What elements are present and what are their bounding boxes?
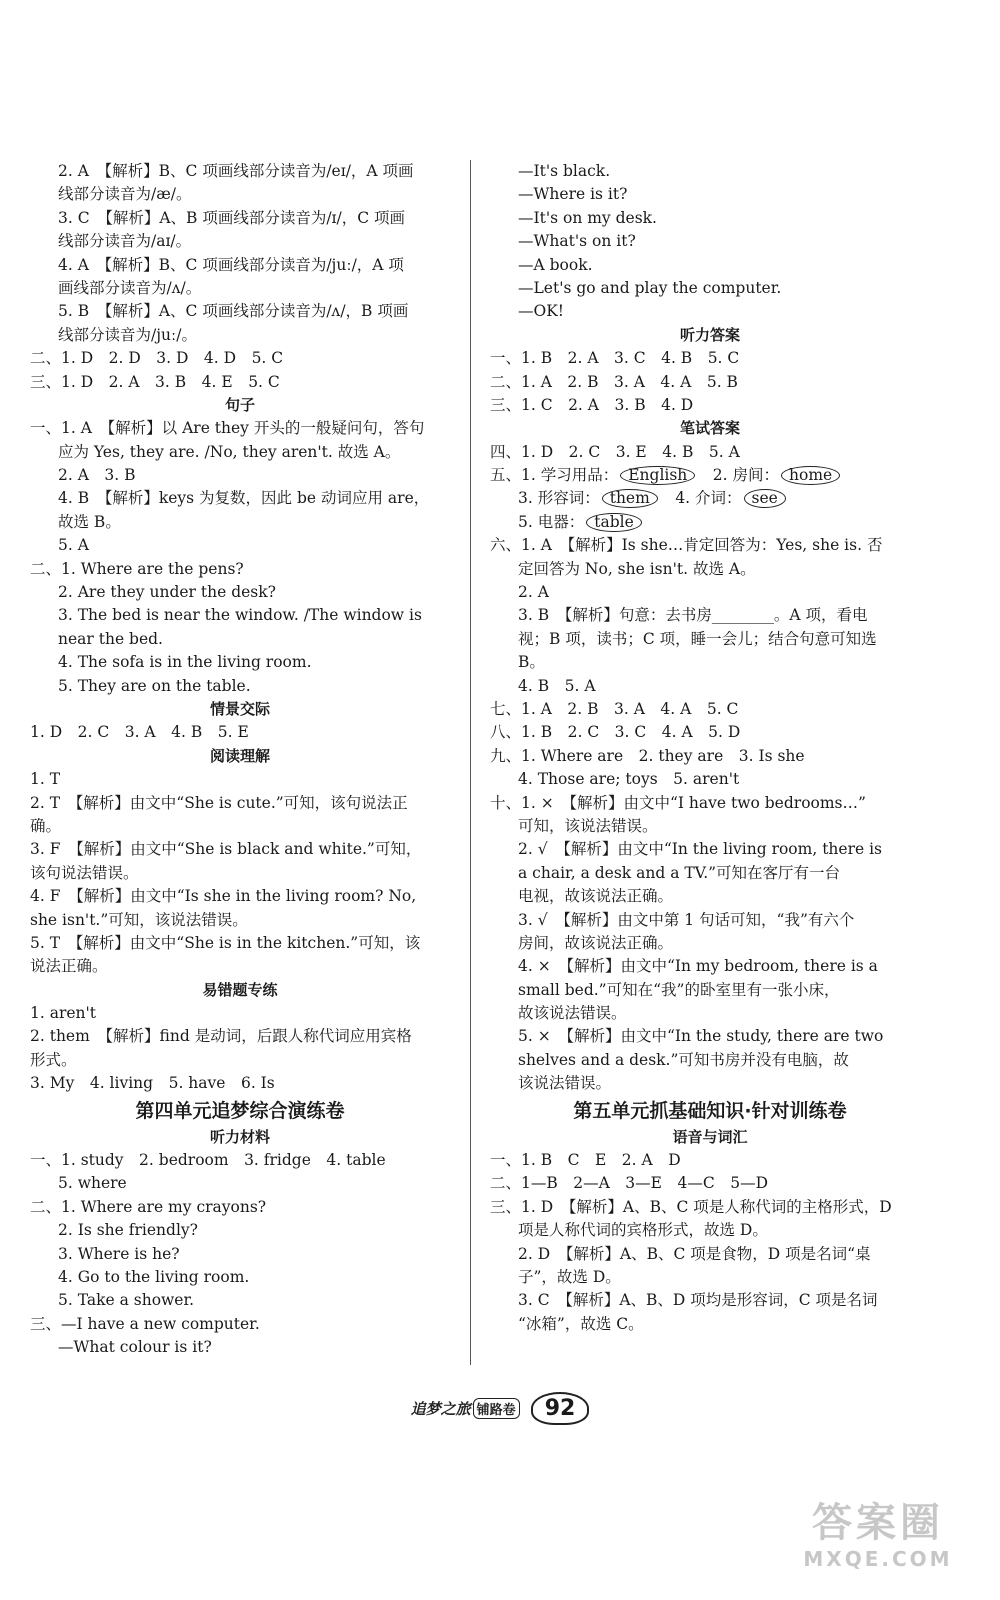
- text-line: 子”，故选 D。: [518, 1267, 621, 1286]
- text-line: 三、1. D 2. A 3. B 4. E 5. C: [30, 372, 280, 391]
- section-heading: 情景交际: [209, 699, 270, 718]
- text-line: 4. Go to the living room.: [58, 1267, 250, 1286]
- circled-word: home: [781, 466, 840, 485]
- text-line: small bed.”可知在“我”的卧室里有一张小床，: [518, 980, 840, 999]
- text-line: —Let's go and play the computer.: [518, 278, 782, 297]
- text-line: 定回答为 No, she isn't. 故选 A。: [518, 559, 756, 578]
- left-column: [30, 160, 450, 1360]
- text-line: 确。: [30, 816, 62, 835]
- text-line: 三、1. D 【解析】A、B、C 项是人称代词的主格形式，D: [490, 1197, 892, 1216]
- text-line: 一、1. B 2. A 3. C 4. B 5. C: [490, 349, 740, 368]
- line-segment: 3. 形容词：: [518, 489, 600, 508]
- line-segment: 五、1. 学习用品：: [490, 466, 619, 485]
- section-heading: 阅读理解: [209, 746, 270, 765]
- text-line: 4. Those are; toys 5. aren't: [518, 770, 740, 789]
- section-title: 第五单元抓基础知识·针对训练卷: [573, 1099, 847, 1122]
- text-line: 4. The sofa is in the living room.: [58, 653, 312, 672]
- text-line: 画线部分读音为/ʌ/。: [58, 278, 202, 297]
- text-line: 二、1—B 2—A 3—E 4—C 5—D: [490, 1174, 768, 1193]
- text-line: 3. B 【解析】句意：去书房________。A 项，看电: [518, 606, 868, 625]
- text-line: 2. Is she friendly?: [58, 1221, 198, 1240]
- text-line: [490, 464, 930, 487]
- text-line: 5. A: [58, 536, 89, 555]
- text-line: 二、1. Where are my crayons?: [30, 1197, 267, 1216]
- text-line: 线部分读音为/æ/。: [58, 185, 192, 204]
- text-line: 2. them 【解析】find 是动词，后跟人称代词应用宾格: [30, 1027, 412, 1046]
- text-line: 3. F 【解析】由文中“She is black and white.”可知，: [30, 840, 422, 859]
- page-footer: [0, 1392, 1000, 1425]
- text-line: 十、1. × 【解析】由文中“I have two bedrooms…”: [490, 793, 866, 812]
- text-line: 4. F 【解析】由文中“Is she in the living room? No,: [30, 887, 417, 906]
- text-line: —It's black.: [518, 162, 611, 180]
- text-line: 5. where: [58, 1174, 127, 1193]
- text-line: 该句说法错误。: [30, 863, 139, 882]
- text-line: 一、1. A 【解析】以 Are they 开头的一般疑问句，答句: [30, 419, 425, 438]
- text-line: 2. A 3. B: [58, 466, 136, 485]
- text-line: she isn't.”可知，该说法错误。: [30, 910, 248, 929]
- text-line: 八、1. B 2. C 3. C 4. A 5. D: [490, 723, 741, 742]
- text-line: 线部分读音为/juː/。: [58, 325, 197, 344]
- text-line: 故该说法错误。: [518, 1004, 627, 1023]
- text-line: 一、1. B C E 2. A D: [490, 1151, 681, 1170]
- section-heading: 句子: [224, 395, 255, 414]
- text-line: —It's on my desk.: [518, 208, 657, 227]
- text-line: B。: [518, 653, 545, 672]
- text-line: 视；B 项，读书；C 项，睡一会儿；结合句意可知选: [518, 629, 877, 648]
- text-line: 可知，该说法错误。: [518, 816, 658, 835]
- page-number: 92: [531, 1392, 590, 1425]
- text-line: 1. T: [30, 770, 61, 789]
- text-line: a chair, a desk and a TV.”可知在客厅有一台: [518, 863, 841, 882]
- text-line: 应为 Yes, they are. /No, they aren't. 故选 A。: [58, 442, 401, 461]
- brand-logo-box: 铺路卷: [473, 1398, 520, 1419]
- text-line: 2. A: [518, 583, 549, 602]
- text-line: 4. B 【解析】keys 为复数，因此 be 动词应用 are，: [58, 489, 430, 508]
- text-line: 三、1. C 2. A 3. B 4. D: [490, 395, 694, 414]
- circled-word: them: [602, 489, 658, 508]
- circled-word: table: [586, 513, 642, 532]
- circled-word: see: [744, 489, 786, 508]
- text-line: 2. √ 【解析】由文中“In the living room, there is: [518, 840, 883, 859]
- section-heading: 笔试答案: [679, 419, 740, 438]
- line-segment: 2. 房间：: [697, 466, 780, 485]
- column-divider: [470, 160, 471, 1365]
- text-line: 七、1. A 2. B 3. A 4. A 5. C: [490, 699, 739, 718]
- section-heading: 听力材料: [209, 1127, 270, 1146]
- text-line: 房间，故该说法正确。: [518, 933, 674, 952]
- text-line: 九、1. Where are 2. they are 3. Is she: [490, 746, 805, 765]
- text-line: —What's on it?: [518, 232, 636, 251]
- text-line: 4. A 【解析】B、C 项画线部分读音为/juː/，A 项: [58, 255, 404, 274]
- text-line: 3. √ 【解析】由文中第 1 句话可知，“我”有六个: [518, 910, 855, 929]
- text-line: 电视，故该说法正确。: [518, 887, 674, 906]
- brand-logo: [411, 1398, 520, 1419]
- text-line: 一、1. study 2. bedroom 3. fridge 4. table: [30, 1151, 386, 1170]
- text-line: 三、—I have a new computer.: [30, 1314, 260, 1333]
- watermark-main: 答案圈: [812, 1500, 944, 1546]
- text-line: 2. D 【解析】A、B、C 项是食物，D 项是名词“桌: [518, 1244, 871, 1263]
- text-line: 3. C 【解析】A、B、D 项均是形容词，C 项是名词: [518, 1291, 878, 1310]
- text-line: —A book.: [518, 255, 593, 274]
- text-line: 2. A 【解析】B、C 项画线部分读音为/eɪ/，A 项画: [58, 162, 414, 180]
- text-line: 六、1. A 【解析】Is she…肯定回答为：Yes, she is. 否: [490, 536, 883, 555]
- text-line: 说法正确。: [30, 957, 108, 976]
- text-line: 3. My 4. living 5. have 6. Is: [30, 1074, 275, 1093]
- text-line: near the bed.: [58, 629, 163, 648]
- watermark: [778, 1500, 978, 1578]
- text-line: 5. They are on the table.: [58, 676, 251, 695]
- text-line: 该说法错误。: [518, 1074, 612, 1093]
- text-line: 5. B 【解析】A、C 项画线部分读音为/ʌ/，B 项画: [58, 302, 409, 321]
- text-line: shelves and a desk.”可知书房并没有电脑，故: [518, 1050, 849, 1069]
- text-line: —OK!: [518, 302, 565, 321]
- text-line: 2. Are they under the desk?: [58, 583, 276, 602]
- text-line: 1. aren't: [30, 1004, 97, 1023]
- section-heading: 听力答案: [679, 325, 740, 344]
- brand-logo-text: 追梦之旅: [410, 1400, 471, 1418]
- text-line: 5. Take a shower.: [58, 1291, 195, 1310]
- text-line: —Where is it?: [518, 185, 628, 204]
- section-heading: 语音与词汇: [672, 1127, 748, 1146]
- text-line: 项是人称代词的宾格形式，故选 D。: [518, 1221, 768, 1240]
- text-line: 4. B 5. A: [518, 676, 596, 695]
- right-column: [490, 160, 930, 1336]
- text-line: —What colour is it?: [58, 1338, 212, 1357]
- circled-word: English: [620, 466, 695, 485]
- text-line: [490, 511, 930, 534]
- text-line: “冰箱”，故选 C。: [518, 1314, 644, 1333]
- text-line: 2. T 【解析】由文中“She is cute.”可知，该句说法正: [30, 793, 408, 812]
- line-segment: 4. 介词：: [659, 489, 742, 508]
- text-line: 线部分读音为/aɪ/。: [58, 232, 192, 251]
- line-segment: 5. 电器：: [518, 512, 585, 531]
- text-line: 故选 B。: [58, 512, 121, 531]
- text-line: 1. D 2. C 3. A 4. B 5. E: [30, 723, 249, 742]
- text-line: 3. The bed is near the window. /The window is: [58, 606, 422, 625]
- section-title: 第四单元追梦综合演练卷: [135, 1099, 345, 1122]
- text-line: 4. × 【解析】由文中“In my bedroom, there is a: [518, 957, 878, 976]
- text-line: 四、1. D 2. C 3. E 4. B 5. A: [490, 442, 740, 461]
- text-line: 二、1. A 2. B 3. A 4. A 5. B: [490, 372, 738, 391]
- text-line: 二、1. Where are the pens?: [30, 559, 244, 578]
- text-line: 形式。: [30, 1050, 77, 1069]
- watermark-sub: MXQE.COM: [803, 1547, 953, 1571]
- text-line: [490, 487, 930, 510]
- text-line: 5. × 【解析】由文中“In the study, there are two: [518, 1027, 884, 1046]
- text-line: 3. C 【解析】A、B 项画线部分读音为/ɪ/，C 项画: [58, 208, 406, 227]
- section-heading: 易错题专练: [202, 980, 278, 999]
- text-line: 二、1. D 2. D 3. D 4. D 5. C: [30, 349, 284, 368]
- text-line: 5. T 【解析】由文中“She is in the kitchen.”可知，该: [30, 933, 421, 952]
- text-line: 3. Where is he?: [58, 1244, 180, 1263]
